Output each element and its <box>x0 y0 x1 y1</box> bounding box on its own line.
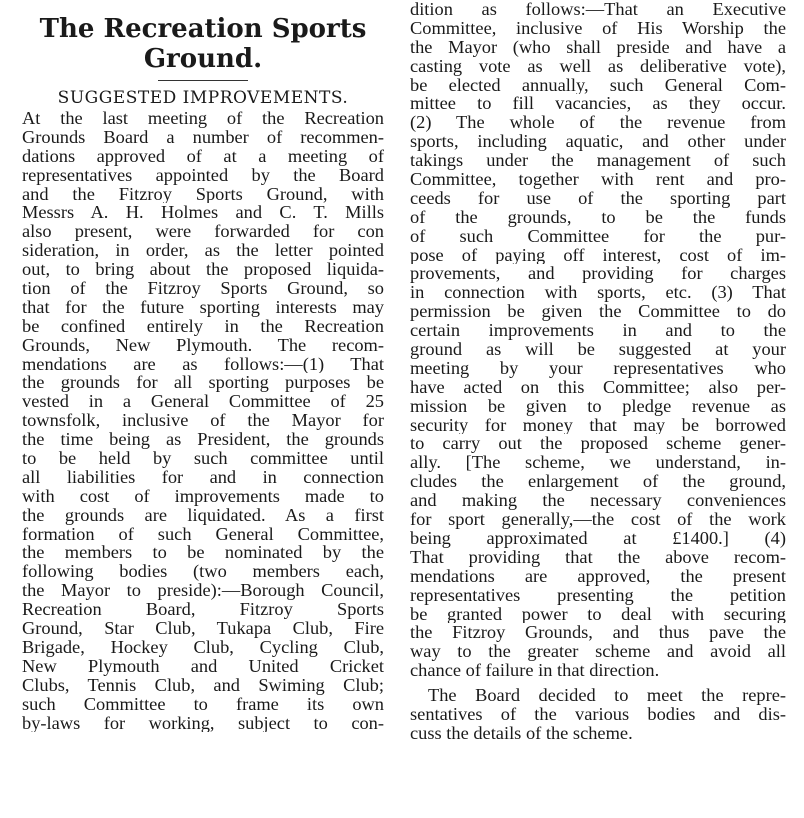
text-line: certain improvements in and to the <box>410 321 786 341</box>
text-line: of such Committee for the pur- <box>410 226 786 246</box>
right-column <box>410 0 786 743</box>
text-line: mendations are approved, the present <box>410 566 786 586</box>
text-line: Ground, Star Club, Tukapa Club, Fire <box>22 619 384 638</box>
text-line: the grounds for all sporting purposes be <box>22 373 384 393</box>
text-line: permission be given the Committee to do <box>410 302 786 322</box>
text-line: and making the necessary conveniences <box>410 491 786 511</box>
text-line: be confined entirely in the Recreation <box>22 316 384 336</box>
text-line: (2) The whole of the revenue from <box>410 113 786 133</box>
text-line: sentatives of the various bodies and dis- <box>410 704 786 724</box>
text-line: sports, including aquatic, and other under <box>410 132 786 152</box>
text-line: the grounds are liquidated. As a first <box>22 505 384 525</box>
text-line: security for money that may be borrowed <box>410 415 786 435</box>
text-line: with cost of improvements made to <box>22 486 384 506</box>
text-line: mendations are as follows:—(1) That <box>22 354 384 374</box>
title-divider <box>158 80 248 81</box>
title-line-2: Ground. <box>143 44 263 74</box>
text-line: Messrs A. H. Holmes and C. T. Mills <box>22 203 384 223</box>
text-line: vested in a General Committee of 25 <box>22 392 384 412</box>
text-line: the Mayor to preside):—Borough Council, <box>22 581 384 601</box>
text-line: Brigade, Hockey Club, Cycling Club, <box>22 637 384 657</box>
text-line: The Board decided to meet the repre- <box>428 686 786 705</box>
text-line: Committee, inclusive of His Worship the <box>410 18 786 38</box>
text-line: by-laws for working, subject to con- <box>22 713 384 733</box>
text-line: be elected annually, such General Com- <box>410 75 786 95</box>
text-line: Grounds Board a number of recommen- <box>22 127 384 147</box>
text-line: such Committee to frame its own <box>22 694 384 714</box>
text-line: the members to be nominated by the <box>22 543 384 563</box>
text-line: takings under the management of such <box>410 151 786 171</box>
text-line: townsfolk, inclusive of the Mayor for <box>22 411 384 431</box>
text-line: chance of failure in that direction. <box>410 661 660 681</box>
right-body-text <box>410 0 786 680</box>
text-line: tion of the Fitzroy Sports Ground, so <box>22 279 384 298</box>
text-line: mittee to fill vacancies, as they occur. <box>410 94 786 114</box>
text-line: dations approved of at a meeting of <box>22 146 384 166</box>
left-column <box>22 0 384 732</box>
left-body-text <box>22 109 384 732</box>
text-line: Recreation Board, Fitzroy Sports <box>22 600 384 620</box>
text-line: also present, were forwarded for con <box>22 222 384 242</box>
text-line: way to the greater scheme and avoid all <box>410 642 786 662</box>
text-line: the Fitzroy Grounds, and thus pave the <box>410 623 786 643</box>
text-line: that for the future sporting interests may <box>22 297 384 317</box>
closing-paragraph <box>410 686 786 743</box>
text-line: out, to bring about the proposed liquida- <box>22 260 384 280</box>
text-line: have acted on this Committee; also per- <box>410 377 786 397</box>
text-line: representatives appointed by the Board <box>22 165 384 185</box>
text-line: provements, and providing for charges <box>410 264 786 284</box>
text-line: for sport generally,—the cost of the work <box>410 510 786 529</box>
text-line: and the Fitzroy Sports Ground, with <box>22 184 384 204</box>
text-line: sideration, in order, as the letter pointed <box>22 241 384 261</box>
text-line: pose of paying off interest, cost of im- <box>410 245 786 265</box>
text-line: of the grounds, to be the funds <box>410 207 786 227</box>
text-line: That providing that the above recom- <box>410 547 786 567</box>
text-line: ceeds for use of the sporting part <box>410 188 786 208</box>
text-line: to be held by such committee until <box>22 449 384 468</box>
text-line: dition as follows:—That an Executive <box>410 0 786 19</box>
text-line: be granted power to deal with securing <box>410 604 786 624</box>
text-line: to carry out the proposed scheme gener- <box>410 434 786 454</box>
article-title <box>22 14 384 74</box>
text-line: cludes the enlargement of the ground, <box>410 472 786 492</box>
text-line: the Mayor (who shall preside and have a <box>410 37 786 57</box>
text-line: casting vote as well as deliberative vote), <box>410 56 786 76</box>
text-line: all liabilities for and in connection <box>22 467 384 487</box>
text-line: meeting by your representatives who <box>410 358 786 378</box>
text-line: following bodies (two members each, <box>22 562 384 582</box>
text-line: mission be given to pledge revenue as <box>410 396 786 416</box>
text-line: At the last meeting of the Recreation <box>22 109 384 128</box>
text-line: representatives presenting the petition <box>410 585 786 605</box>
text-line: Clubs, Tennis Club, and Swiming Club; <box>22 675 384 695</box>
text-line: Committee, together with rent and pro- <box>410 170 786 189</box>
text-line: cuss the details of the scheme. <box>410 723 633 743</box>
text-line: ally. [The scheme, we understand, in- <box>410 453 786 473</box>
text-line: ground as will be suggested at your <box>410 340 786 359</box>
subheading: SUGGESTED IMPROVEMENTS. <box>57 88 349 108</box>
text-line: Grounds, New Plymouth. The recom- <box>22 335 384 355</box>
text-line: formation of such General Committee, <box>22 524 384 544</box>
text-line: New Plymouth and United Cricket <box>22 656 384 676</box>
text-line: the time being as President, the grounds <box>22 430 384 450</box>
text-line: being approximated at £1400.] (4) <box>410 528 786 548</box>
text-line: in connection with sports, etc. (3) That <box>410 283 786 303</box>
title-line-1: The Recreation Sports <box>39 14 367 44</box>
